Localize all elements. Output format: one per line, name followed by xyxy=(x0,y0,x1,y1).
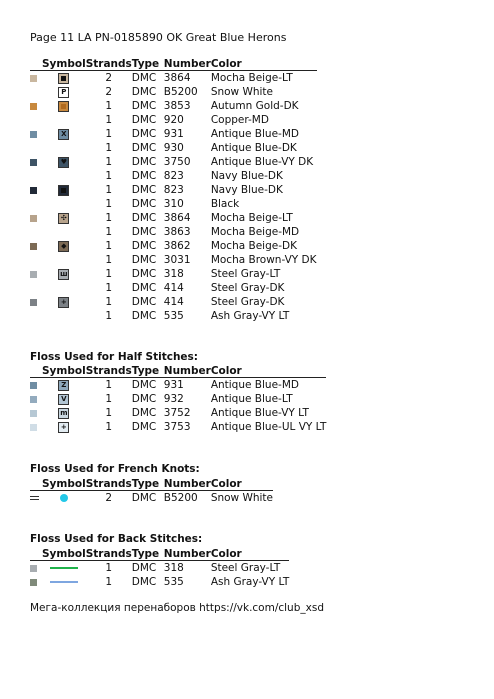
number-cell: 3750 xyxy=(163,156,191,168)
number-cell: 3031 xyxy=(163,254,191,266)
strands-cell: 2 xyxy=(105,492,113,504)
type-cell: DMC xyxy=(131,282,157,294)
type-cell: DMC xyxy=(131,393,157,405)
type-cell: DMC xyxy=(131,72,157,84)
table-row xyxy=(30,211,317,225)
color-swatch xyxy=(30,299,37,306)
strands-cell: 1 xyxy=(105,142,113,154)
table-row xyxy=(30,141,317,155)
swatch-cell xyxy=(30,71,42,86)
swatch-header xyxy=(30,57,42,71)
number-cell: 318 xyxy=(163,562,184,574)
stitch-symbol-icon: P xyxy=(58,87,69,98)
swatch-header xyxy=(30,547,42,561)
symbol-cell xyxy=(42,392,86,406)
number-cell: 931 xyxy=(163,128,184,140)
type-cell: DMC xyxy=(131,170,157,182)
table-row xyxy=(30,197,317,211)
strands-header: Strands xyxy=(85,57,132,70)
table-row xyxy=(30,378,326,393)
strands-cell: 1 xyxy=(105,114,113,126)
number-cell: 3863 xyxy=(163,226,191,238)
color-swatch xyxy=(30,579,37,586)
number-cell: B5200 xyxy=(163,86,198,98)
stitch-symbol-icon xyxy=(58,101,69,112)
number-cell: 823 xyxy=(163,170,184,182)
table-row xyxy=(30,99,317,113)
type-cell: DMC xyxy=(131,198,157,210)
symbol-header: Symbol xyxy=(42,57,86,70)
number-header: Number xyxy=(163,364,211,377)
half-stitches-table xyxy=(30,364,326,434)
table-header xyxy=(30,364,326,378)
table-row xyxy=(30,169,317,183)
swatch-header xyxy=(30,477,42,491)
color-cell: Mocha Beige-LT xyxy=(210,72,293,84)
stitch-symbol-icon: ✣ xyxy=(58,213,69,224)
type-cell: DMC xyxy=(131,240,157,252)
symbol-cell xyxy=(42,491,86,506)
symbol-header: Symbol xyxy=(42,547,86,560)
stitch-symbol-icon xyxy=(58,73,69,84)
number-cell: 318 xyxy=(163,268,184,280)
table-row xyxy=(30,71,317,86)
color-swatch xyxy=(30,396,37,403)
type-cell: DMC xyxy=(131,86,157,98)
symbol-header: Symbol xyxy=(42,477,86,490)
table-row xyxy=(30,239,317,253)
number-cell: 535 xyxy=(163,576,184,588)
swatch-cell xyxy=(30,113,42,127)
swatch-cell xyxy=(30,169,42,183)
symbol-cell xyxy=(42,197,86,211)
color-cell: Mocha Brown-VY DK xyxy=(210,254,317,266)
type-header: Type xyxy=(132,547,164,561)
color-cell: Antique Blue-VY DK xyxy=(210,156,314,168)
number-cell: 414 xyxy=(163,296,184,308)
color-cell: Antique Blue-DK xyxy=(210,142,297,154)
symbol-cell xyxy=(42,183,86,197)
table-row xyxy=(30,575,289,589)
symbol-cell xyxy=(42,295,86,309)
number-cell: 3864 xyxy=(163,72,191,84)
color-cell: Mocha Beige-DK xyxy=(210,240,297,252)
strands-cell: 1 xyxy=(105,100,113,112)
color-swatch xyxy=(30,103,37,110)
type-cell: DMC xyxy=(131,562,157,574)
swatch-cell xyxy=(30,225,42,239)
french-knot-icon xyxy=(60,494,68,502)
type-cell: DMC xyxy=(131,407,157,419)
strands-header: Strands xyxy=(85,547,132,560)
strands-cell: 1 xyxy=(105,226,113,238)
type-cell: DMC xyxy=(131,254,157,266)
symbol-cell xyxy=(42,406,86,420)
type-cell: DMC xyxy=(131,421,157,433)
swatch-cell xyxy=(30,197,42,211)
strands-cell: 1 xyxy=(105,212,113,224)
strands-cell: 1 xyxy=(105,393,113,405)
knot-legend-icon xyxy=(30,494,39,502)
strands-cell: 1 xyxy=(105,170,113,182)
strands-cell: 1 xyxy=(105,268,113,280)
swatch-cell xyxy=(30,127,42,141)
symbol-cell xyxy=(42,169,86,183)
symbol-cell xyxy=(42,281,86,295)
color-cell: Steel Gray-DK xyxy=(210,282,285,294)
type-cell: DMC xyxy=(131,128,157,140)
table-row xyxy=(30,392,326,406)
table-row xyxy=(30,267,317,281)
table-row xyxy=(30,491,273,506)
swatch-cell xyxy=(30,561,42,576)
symbol-cell xyxy=(42,253,86,267)
color-header: Color xyxy=(211,477,273,491)
color-cell: Antique Blue-MD xyxy=(210,128,299,140)
symbol-cell xyxy=(42,225,86,239)
color-cell: Antique Blue-UL VY LT xyxy=(210,421,327,433)
color-swatch xyxy=(30,424,37,431)
strands-cell: 1 xyxy=(105,310,113,322)
strands-cell: 1 xyxy=(105,198,113,210)
back-stitches-table xyxy=(30,547,289,589)
swatch-cell xyxy=(30,281,42,295)
swatch-cell xyxy=(30,99,42,113)
symbol-cell xyxy=(42,99,86,113)
strands-header: Strands xyxy=(85,477,132,490)
swatch-cell xyxy=(30,378,42,393)
color-cell: Snow White xyxy=(210,492,274,504)
color-swatch xyxy=(30,75,37,82)
number-header: Number xyxy=(163,547,211,560)
table-row xyxy=(30,113,317,127)
table-row xyxy=(30,253,317,267)
symbol-cell xyxy=(42,575,86,589)
color-swatch xyxy=(30,131,37,138)
symbol-cell xyxy=(42,127,86,141)
color-header: Color xyxy=(211,57,317,71)
number-cell: 414 xyxy=(163,282,184,294)
symbol-header: Symbol xyxy=(42,364,86,377)
table-row xyxy=(30,127,317,141)
swatch-cell xyxy=(30,575,42,589)
color-cell: Antique Blue-MD xyxy=(210,379,299,391)
swatch-cell xyxy=(30,406,42,420)
type-cell: DMC xyxy=(131,492,157,504)
swatch-cell xyxy=(30,420,42,434)
type-header: Type xyxy=(132,477,164,491)
number-cell: 3853 xyxy=(163,100,191,112)
color-swatch xyxy=(30,215,37,222)
color-cell: Navy Blue-DK xyxy=(210,170,283,182)
type-header: Type xyxy=(132,364,164,378)
strands-header: Strands xyxy=(85,364,132,377)
number-cell: 3864 xyxy=(163,212,191,224)
table-row xyxy=(30,281,317,295)
table-row xyxy=(30,309,317,323)
table-row xyxy=(30,561,289,576)
color-swatch xyxy=(30,410,37,417)
swatch-cell xyxy=(30,155,42,169)
type-cell: DMC xyxy=(131,268,157,280)
swatch-cell xyxy=(30,295,42,309)
color-swatch xyxy=(30,243,37,250)
number-cell: 920 xyxy=(163,114,184,126)
type-cell: DMC xyxy=(131,156,157,168)
color-swatch xyxy=(30,565,37,572)
number-cell: 3752 xyxy=(163,407,191,419)
type-header: Type xyxy=(132,57,164,71)
french-knots-title: Floss Used for French Knots: xyxy=(30,463,200,475)
number-cell: 930 xyxy=(163,142,184,154)
stitch-symbol-icon: ш xyxy=(60,269,68,278)
number-cell: 310 xyxy=(163,198,184,210)
color-cell: Antique Blue-LT xyxy=(210,393,293,405)
color-cell: Autumn Gold-DK xyxy=(210,100,299,112)
number-header: Number xyxy=(163,57,211,70)
symbol-cell xyxy=(42,309,86,323)
color-swatch xyxy=(30,187,37,194)
type-cell: DMC xyxy=(131,212,157,224)
table-row xyxy=(30,85,317,99)
color-cell: Antique Blue-VY LT xyxy=(210,407,309,419)
type-cell: DMC xyxy=(131,379,157,391)
color-swatch xyxy=(30,159,37,166)
stitch-symbol-icon: + xyxy=(58,297,69,308)
swatch-cell xyxy=(30,141,42,155)
type-cell: DMC xyxy=(131,184,157,196)
swatch-cell xyxy=(30,267,42,281)
half-stitches-title: Floss Used for Half Stitches: xyxy=(30,351,198,363)
strands-cell: 1 xyxy=(105,282,113,294)
table-header xyxy=(30,57,317,71)
number-header: Number xyxy=(163,477,211,490)
strands-cell: 1 xyxy=(105,562,113,574)
type-cell: DMC xyxy=(131,576,157,588)
color-cell: Mocha Beige-MD xyxy=(210,226,300,238)
strands-cell: 1 xyxy=(105,254,113,266)
back-stitch-line-icon xyxy=(50,567,78,569)
symbol-cell xyxy=(42,71,86,86)
strands-cell: 1 xyxy=(105,184,113,196)
type-cell: DMC xyxy=(131,310,157,322)
number-cell: 535 xyxy=(163,310,184,322)
stitch-symbol-icon xyxy=(58,185,69,196)
stitch-symbol-icon: X xyxy=(58,129,69,140)
type-cell: DMC xyxy=(131,142,157,154)
strands-cell: 1 xyxy=(105,128,113,140)
page-title: Page 11 LA PN-0185890 OK Great Blue Herons xyxy=(30,31,287,44)
swatch-cell xyxy=(30,85,42,99)
color-header: Color xyxy=(211,364,327,378)
stitch-symbol-icon: ◆ xyxy=(58,241,69,252)
stitch-symbol-icon: Z xyxy=(58,380,69,391)
table-row xyxy=(30,406,326,420)
swatch-header xyxy=(30,364,42,378)
swatch-cell xyxy=(30,239,42,253)
swatch-cell xyxy=(30,392,42,406)
color-swatch xyxy=(30,271,37,278)
strands-cell: 1 xyxy=(105,296,113,308)
color-cell: Copper-MD xyxy=(210,114,269,126)
stitch-symbol-icon: + xyxy=(58,422,69,433)
color-cell: Mocha Beige-LT xyxy=(210,212,293,224)
number-cell: B5200 xyxy=(163,492,198,504)
strands-cell: 1 xyxy=(105,240,113,252)
symbol-cell xyxy=(42,211,86,225)
color-swatch xyxy=(30,382,37,389)
type-cell: DMC xyxy=(131,114,157,126)
color-header: Color xyxy=(211,547,290,561)
color-cell: Steel Gray-LT xyxy=(210,562,281,574)
color-cell: Ash Gray-VY LT xyxy=(210,576,290,588)
symbol-cell xyxy=(42,239,86,253)
color-cell: Ash Gray-VY LT xyxy=(210,310,290,322)
swatch-cell xyxy=(30,183,42,197)
color-cell: Steel Gray-LT xyxy=(210,268,281,280)
table-row xyxy=(30,183,317,197)
stitch-symbol-icon: V xyxy=(58,394,69,405)
stitch-symbol-icon: ♥ xyxy=(58,157,69,168)
strands-cell: 1 xyxy=(105,421,113,433)
color-cell: Black xyxy=(210,198,240,210)
strands-cell: 2 xyxy=(105,72,113,84)
swatch-cell xyxy=(30,253,42,267)
number-cell: 3753 xyxy=(163,421,191,433)
footer-text: Мега-коллекция перенаборов https://vk.com/club_xsd xyxy=(30,602,324,614)
color-cell: Steel Gray-DK xyxy=(210,296,285,308)
back-stitch-line-icon xyxy=(50,581,78,583)
stitch-symbol-icon: m xyxy=(60,408,68,417)
type-cell: DMC xyxy=(131,100,157,112)
number-cell: 3862 xyxy=(163,240,191,252)
table-row xyxy=(30,225,317,239)
strands-cell: 1 xyxy=(105,407,113,419)
symbol-cell xyxy=(42,113,86,127)
table-header xyxy=(30,477,273,491)
symbol-cell xyxy=(42,141,86,155)
swatch-cell xyxy=(30,309,42,323)
symbol-cell xyxy=(42,561,86,576)
symbol-cell xyxy=(42,267,86,281)
strands-cell: 2 xyxy=(105,86,113,98)
symbol-cell xyxy=(42,420,86,434)
strands-cell: 1 xyxy=(105,576,113,588)
type-cell: DMC xyxy=(131,226,157,238)
floss-table xyxy=(30,57,317,323)
symbol-cell xyxy=(42,378,86,393)
symbol-cell xyxy=(42,85,86,99)
color-cell: Snow White xyxy=(210,86,274,98)
number-cell: 931 xyxy=(163,379,184,391)
table-row xyxy=(30,420,326,434)
strands-cell: 1 xyxy=(105,379,113,391)
table-row xyxy=(30,155,317,169)
number-cell: 823 xyxy=(163,184,184,196)
table-row xyxy=(30,295,317,309)
swatch-cell xyxy=(30,211,42,225)
symbol-cell xyxy=(42,155,86,169)
french-knots-table xyxy=(30,477,273,505)
color-cell: Navy Blue-DK xyxy=(210,184,283,196)
swatch-cell xyxy=(30,491,42,506)
table-header xyxy=(30,547,289,561)
strands-cell: 1 xyxy=(105,156,113,168)
back-stitches-title: Floss Used for Back Stitches: xyxy=(30,533,203,545)
number-cell: 932 xyxy=(163,393,184,405)
type-cell: DMC xyxy=(131,296,157,308)
